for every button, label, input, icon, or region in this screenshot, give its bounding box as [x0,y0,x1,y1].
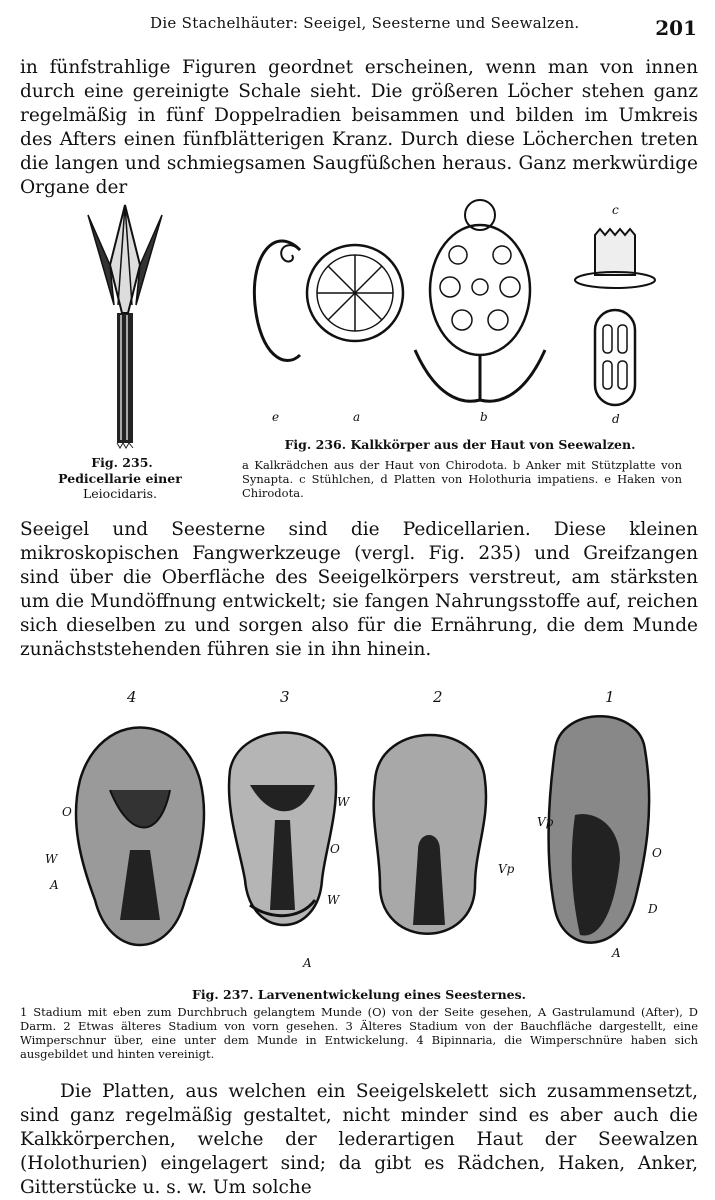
fig-236-number: Fig. 236. [284,437,347,452]
fig-237-stage-4: 4 [127,688,137,706]
fig-237-label-O-1: O [652,846,662,860]
fig-235-number: Fig. 235. [91,455,153,470]
figure-236-calcareous-bodies [240,195,680,425]
paragraph-3: Die Platten, aus welchen ein Seeigelskelett sich zusammensetzt, sind ganz regelmäßig gestaltet, nicht minder sind es aber auch die Kalkkörperchen, welche der lederartigen Haut der Seewalzen (Holothurien) eingelagert sind; da gibt es Rädchen, Haken, Anker, Gitterstücke u. s. w. Um solche [20,1081,698,1198]
paragraph-1: in fünfstrahlige Figuren geordnet erscheinen, wenn man von innen durch eine gereinigte Schale sieht. Die größeren Löcher stehen ganz regelmäßig in fünf Doppelradien beisammen und bilden im Umkreis des Afters einen fünfblätterigen Kranz. Durch diese Löcherchen treten die langen und schmiegsamen Saugfüßchen heraus. Ganz merkwürdige Organe der [20,57,698,198]
fig-236-heading: Kalkkörper aus der Haut von Seewalzen. [350,437,636,452]
fig-236-label-d: d [612,412,620,426]
figure-235-pedicellaria [70,195,180,450]
fig-237-stage-3: 3 [280,688,290,706]
fig-237-number: Fig. 237. [191,987,254,1002]
fig-237-label-A-1: A [612,946,621,960]
fig-237-label-A-3: A [303,956,312,970]
fig-236-caption: a Kalkrädchen aus der Haut von Chirodota. b Anker mit Stützplatte von Synapta. c Stühlchen, d Platten von Holothuria impatiens. e Haken von Chirodota. [242,458,682,500]
fig-235-subtitle: Leiocidaris. [82,486,158,501]
fig-237-caption: 1 Stadium mit eben zum Durchbruch gelangtem Munde (O) von der Seite gesehen, A Gastrulamund (After), D Darm. 2 Etwas älteres Stadium von vorn gesehen. 3 Älteres Stadium von der Bauchfläche dargestellt, eine Wimperschnur über, eine unter dem Munde in Entwickelung. 4 Bipinnaria, die Wimperschnüre haben sich ausgebildet und hinten vereinigt. [20,1005,698,1061]
fig-237-stage-1: 1 [605,688,615,706]
fig-237-stage-2: 2 [433,688,443,706]
fig-236-label-e: e [272,410,280,424]
fig-237-label-W-4: W [45,852,58,866]
fig-237-label-Vp-2: Vp [498,862,515,876]
fig-236-label-b: b [480,410,488,424]
running-title: Die Stachelhäuter: Seeigel, Seesterne und Seewalzen. [150,14,580,32]
fig-237-heading: Larvenentwickelung eines Seesternes. [257,987,527,1002]
fig-235-title: Pedicellarie einer [58,471,182,486]
fig-237-label-O-4: O [62,805,72,819]
figure-237-larvae [60,710,680,980]
page-header [0,14,715,40]
fig-237-label-W-3a: W [337,795,350,809]
fig-237-title [20,987,698,1002]
fig-237-label-Vp-1: Vp [537,815,554,829]
page-number: 201 [655,16,697,40]
fig-237-label-W-3b: W [327,893,340,907]
fig-236-label-c: c [612,203,619,217]
fig-237-label-A-4: A [50,878,59,892]
fig-237-label-O-3: O [330,842,340,856]
fig-236-label-a: a [353,410,361,424]
fig-236-title [240,437,680,452]
paragraph-2: Seeigel und Seesterne sind die Pedicellarien. Diese kleinen mikroskopischen Fangwerkzeuge (vergl. Fig. 235) und Greifzangen sind über die Oberfläche des Seeigelkörpers verstreut, am stärksten um die Mundöffnung entwickelt; sie fangen Nahrungsstoffe auf, reichen sich dieselben zu und sorgen also für die Ernährung, die dem Munde zunächststehenden führen sie in ihn hinein. [20,519,698,660]
fig-237-label-D-1: D [648,902,658,916]
